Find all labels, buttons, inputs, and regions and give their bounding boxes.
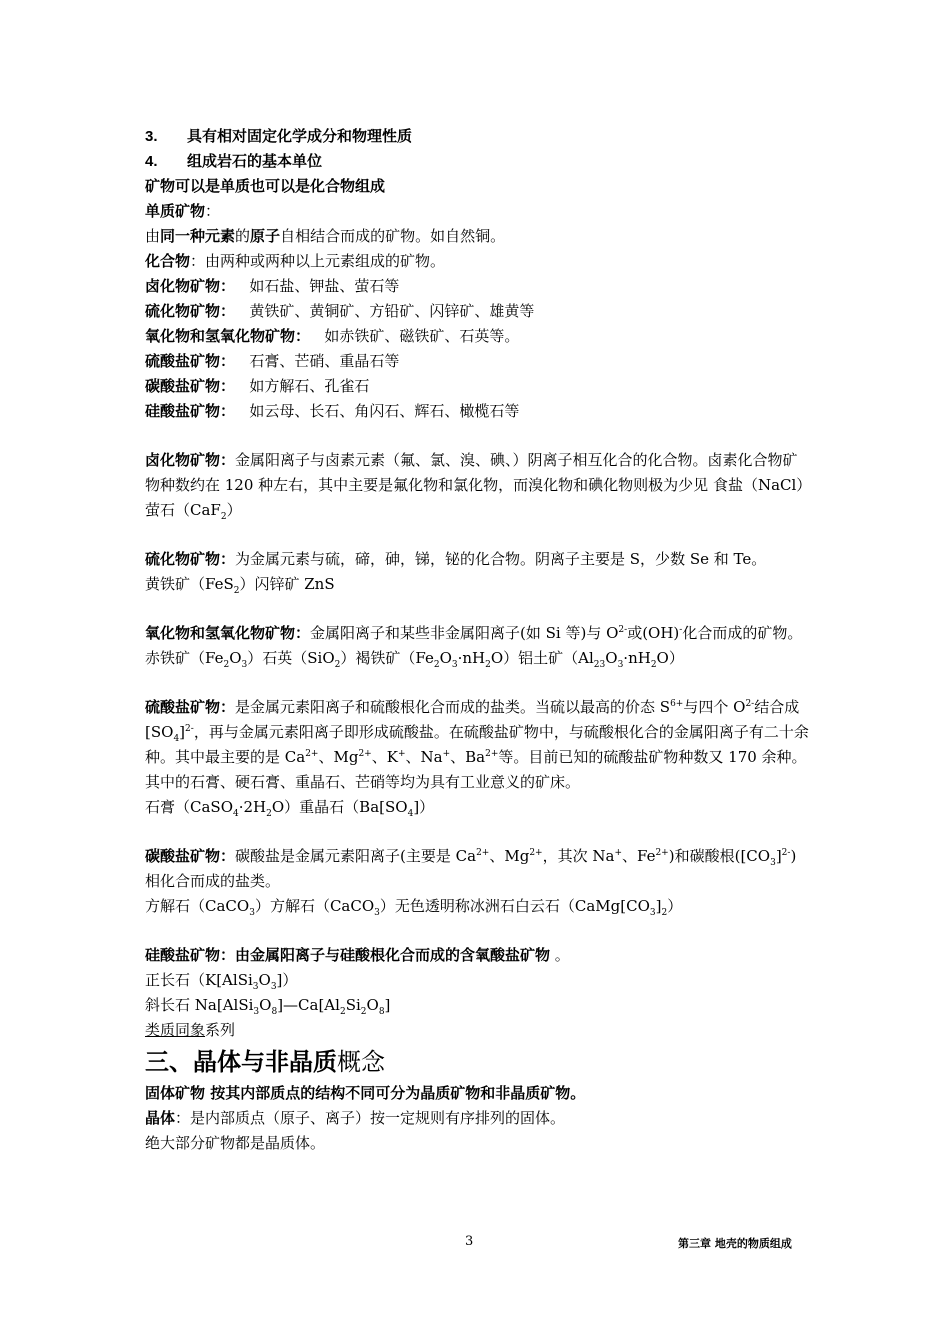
crystal-definition: 晶体：是内部质点（原子、离子）按一定规则有序排列的固体。 bbox=[145, 1109, 566, 1127]
list-item-4 bbox=[145, 149, 810, 174]
list-number: 3. bbox=[145, 128, 158, 145]
class-oxide: 氧化物和氢氧化物矿物： 如赤铁矿、磁铁矿、石英等。 bbox=[145, 327, 520, 345]
page-number: 3 bbox=[465, 1234, 474, 1249]
sulfide-paragraph: 硫化物矿物：为金属元素与硫，碲，砷，锑，铋的化合物。阴离子主要是 S，少数 Se 和 Te。 bbox=[145, 550, 767, 568]
class-sulfide: 硫化物矿物： 黄铁矿、黄铜矿、方铅矿、闪锌矿、雄黄等 bbox=[145, 302, 535, 320]
compound-definition: 化合物：由两种或两种以上元素组成的矿物。 bbox=[145, 252, 446, 270]
silicate-heading: 硅酸盐矿物：由金属阳离子与硅酸根化合而成的含氧酸盐矿物 。 bbox=[145, 946, 570, 964]
plagioclase-line: 斜长石 $Na[AlSi_3O_8]—Ca[Al_2Si_2O_8]$ bbox=[145, 996, 391, 1017]
list-number: 4. bbox=[145, 153, 158, 170]
majority-crystalline: 绝大部分矿物都是晶质体。 bbox=[145, 1134, 326, 1152]
class-silicate: 硅酸盐矿物： 如云母、长石、角闪石、辉石、橄榄石等 bbox=[145, 402, 520, 420]
sulfate-examples: 石膏$(CaSO_4\cdot 2H_2O)$重晶石$(Ba[SO_4])$ bbox=[145, 798, 435, 819]
solid-mineral-text: 固体矿物 按其内部质点的结构不同可分为晶质矿物和非晶质矿物。 bbox=[145, 1084, 586, 1102]
class-halide: 卤化物矿物： 如石盐、钾盐、萤石等 bbox=[145, 277, 400, 295]
isomorphism-link[interactable]: 类质同象 bbox=[145, 1021, 206, 1039]
mineral-composition-heading: 矿物可以是单质也可以是化合物组成 bbox=[145, 177, 386, 195]
section-heading-3: 三、晶体与非晶质概念 bbox=[145, 1047, 385, 1076]
element-mineral-label: 单质矿物： bbox=[145, 202, 221, 220]
orthoclase-line: 正长石$(K[AlSi_3O_3])$ bbox=[145, 971, 298, 992]
list-text: 具有相对固定化学成分和物理性质 bbox=[187, 127, 413, 145]
list-text: 组成岩石的基本单位 bbox=[187, 152, 323, 170]
class-carbonate: 碳酸盐矿物： 如方解石、孔雀石 bbox=[145, 377, 370, 395]
document-page bbox=[145, 124, 810, 1156]
element-mineral-definition: 由同一种元素的原子自相结合而成的矿物。如自然铜。 bbox=[145, 227, 506, 245]
oxide-paragraph: 氧化物和氢氧化物矿物：金属阳离子和某些非金属阳离子(如 Si 等)与 $O^{2-}$或(OH)-化合而成的矿物。赤铁矿$(Fe_2O_3)$石英（SiO$_2$）褐铁矿$(Fe_2O_3\cdot nH_2O)$铝土矿$(Al_{23}O_3\cdot nH_2O)$ bbox=[145, 624, 803, 670]
isomorphism-series: 类质同象系列 bbox=[145, 1021, 236, 1039]
sulfide-examples: 黄铁矿（FeS$_2$）闪锌矿 ZnS bbox=[145, 575, 335, 596]
class-sulfate: 硫酸盐矿物： 石膏、芒硝、重晶石等 bbox=[145, 352, 400, 370]
carbonate-examples: 方解石（CaCO$_3$）方解石（CaCO$_3$）无色透明称冰洲石白云石$(CaMg[CO_3]_2)$ bbox=[145, 897, 683, 918]
chapter-footer: 第三章 地壳的物质组成 bbox=[678, 1237, 792, 1250]
list-item-3 bbox=[145, 124, 810, 149]
carbonate-paragraph: 碳酸盐矿物：碳酸盐是金属元素阳离子(主要是 $Ca^{2+}$、$Mg^{2+}$，其次 Na+、$Fe^{2+}$)和碳酸根$([CO_3]^{2-})$相化合而成的盐类。 bbox=[145, 847, 797, 890]
halide-paragraph: 卤化物矿物：金属阳离子与卤素元素（氟、氯、溴、碘、）阴离子相互化合的化合物。卤素化合物矿物种数约在 120 种左右，其中主要是氟化物和氯化物，而溴化物和碘化物则极为少见 食盐（NaCl）萤石（CaF$_2$） bbox=[145, 451, 804, 522]
sulfate-paragraph: 硫酸盐矿物：是金属元素阳离子和硫酸根化合而成的盐类。当硫以最高的价态 $S^{6+}$与四个 $O^{2-}$结合成$[SO_4]^{2-}$，再与金属元素阳离子即形成硫酸盐。在硫酸盐矿物中，与硫酸根化合的金属阳离子有二十余种。其中最主要的是 $Ca^{2+}$、$Mg^{2+}$、K+、Na+、$Ba^{2+}$等。目前已知的硫酸盐矿物种数又 170 余种。其中的石膏、硬石膏、重晶石、芒硝等均为具有工业意义的矿床。 bbox=[145, 698, 809, 791]
